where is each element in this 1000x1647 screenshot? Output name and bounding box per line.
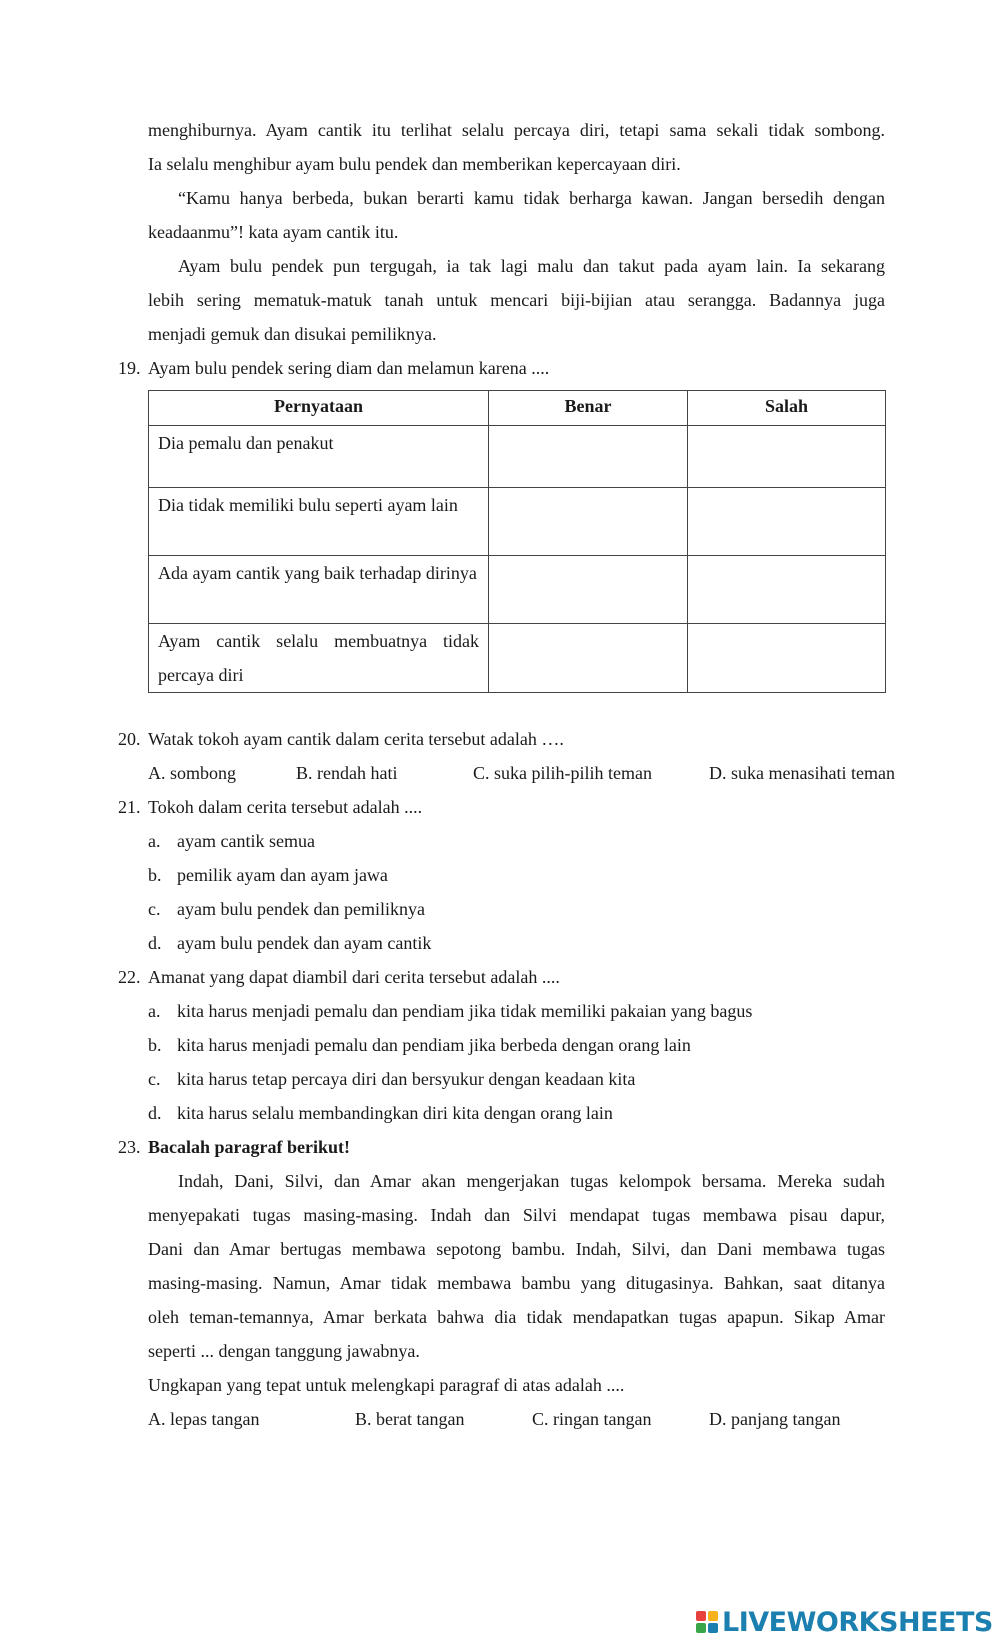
table-row bbox=[149, 624, 886, 693]
question-number: 21. bbox=[118, 797, 141, 817]
question-text: Watak tokoh ayam cantik dalam cerita tersebut adalah …. bbox=[148, 729, 564, 749]
paragraph-line: Indah, Dani, Silvi, dan Amar akan mengerjakan tugas kelompok bersama. Mereka sudah bbox=[178, 1171, 885, 1191]
benar-answer-cell[interactable] bbox=[489, 426, 688, 488]
question-title-text: Bacalah paragraf berikut! bbox=[148, 1137, 350, 1157]
liveworksheets-logo bbox=[696, 1604, 993, 1640]
logo-square-icon bbox=[708, 1611, 718, 1621]
benar-answer-cell[interactable] bbox=[489, 624, 688, 693]
option-letter: b. bbox=[148, 865, 162, 885]
question-text: Ayam bulu pendek sering diam dan melamun karena .... bbox=[148, 358, 550, 378]
salah-answer-cell[interactable] bbox=[688, 488, 886, 556]
option-letter: d. bbox=[148, 933, 162, 953]
story-line: Ia selalu menghibur ayam bulu pendek dan memberikan kepercayaan diri. bbox=[148, 154, 681, 174]
story-line: Ayam bulu pendek pun tergugah, ia tak lagi malu dan takut pada ayam lain. Ia sekarang bbox=[178, 256, 885, 276]
statement-cell: Ada ayam cantik yang baik terhadap dirinya bbox=[149, 556, 489, 624]
question-number: 22. bbox=[118, 967, 141, 987]
question-text: Amanat yang dapat diambil dari cerita tersebut adalah .... bbox=[148, 967, 560, 987]
paragraph-line: menyepakati tugas masing-masing. Indah dan Silvi mendapat tugas membawa pisau dapur, bbox=[148, 1205, 885, 1225]
salah-answer-cell[interactable] bbox=[688, 426, 886, 488]
answer-option[interactable]: A. sombong bbox=[148, 763, 237, 783]
question-text: Tokoh dalam cerita tersebut adalah .... bbox=[148, 797, 423, 817]
paragraph-line: oleh teman-temannya, Amar berkata bahwa dia tidak mendapatkan tugas apapun. Sikap Amar bbox=[148, 1307, 885, 1327]
answer-option[interactable]: ayam cantik semua bbox=[177, 831, 315, 851]
option-letter: b. bbox=[148, 1035, 162, 1055]
question-number: 19. bbox=[118, 358, 141, 378]
story-line: lebih sering mematuk-matuk tanah untuk mencari biji-bijian atau serangga. Badannya juga bbox=[148, 290, 885, 310]
paragraph-line: Dani dan Amar bertugas membawa sepotong bambu. Indah, Silvi, dan Dani membawa tugas bbox=[148, 1239, 885, 1259]
answer-option[interactable]: B. berat tangan bbox=[355, 1409, 465, 1429]
story-line: menjadi gemuk dan disukai pemiliknya. bbox=[148, 324, 437, 344]
question-number: 20. bbox=[118, 729, 141, 749]
table-row bbox=[149, 556, 886, 624]
option-letter: a. bbox=[148, 831, 161, 851]
story-line: keadaanmu”! kata ayam cantik itu. bbox=[148, 222, 399, 242]
answer-option[interactable]: ayam bulu pendek dan ayam cantik bbox=[177, 933, 432, 953]
question-number: 23. bbox=[118, 1137, 141, 1157]
benar-answer-cell[interactable] bbox=[489, 556, 688, 624]
answer-option[interactable]: ayam bulu pendek dan pemiliknya bbox=[177, 899, 425, 919]
answer-option[interactable]: B. rendah hati bbox=[296, 763, 398, 783]
answer-option[interactable]: C. suka pilih-pilih teman bbox=[473, 763, 652, 783]
logo-square-icon bbox=[696, 1623, 706, 1633]
story-line: “Kamu hanya berbeda, bukan berarti kamu tidak berharga kawan. Jangan bersedih dengan bbox=[178, 188, 885, 208]
statement-cell: Dia pemalu dan penakut bbox=[149, 426, 489, 488]
column-header: Salah bbox=[688, 391, 886, 426]
table-header-row bbox=[149, 391, 886, 426]
column-header: Pernyataan bbox=[149, 391, 489, 426]
question-prompt: Ungkapan yang tepat untuk melengkapi paragraf di atas adalah .... bbox=[148, 1375, 625, 1395]
salah-answer-cell[interactable] bbox=[688, 556, 886, 624]
logo-square-icon bbox=[696, 1611, 706, 1621]
answer-option[interactable]: A. lepas tangan bbox=[148, 1409, 260, 1429]
statement-cell: Ayam cantik selalu membuatnya tidak percaya diri bbox=[149, 624, 489, 693]
answer-option[interactable]: D. panjang tangan bbox=[709, 1409, 841, 1429]
column-header: Benar bbox=[489, 391, 688, 426]
answer-option[interactable]: C. ringan tangan bbox=[532, 1409, 652, 1429]
option-letter: c. bbox=[148, 1069, 161, 1089]
table-row bbox=[149, 426, 886, 488]
story-line: menghiburnya. Ayam cantik itu terlihat selalu percaya diri, tetapi sama sekali tidak sombong. bbox=[148, 120, 885, 140]
answer-option[interactable]: pemilik ayam dan ayam jawa bbox=[177, 865, 388, 885]
paragraph-line: masing-masing. Namun, Amar tidak membawa bambu yang ditugasinya. Bahkan, saat ditanya bbox=[148, 1273, 885, 1293]
salah-answer-cell[interactable] bbox=[688, 624, 886, 693]
option-letter: d. bbox=[148, 1103, 162, 1123]
paragraph-line: seperti ... dengan tanggung jawabnya. bbox=[148, 1341, 420, 1361]
option-letter: a. bbox=[148, 1001, 161, 1021]
liveworksheets-logo-icon bbox=[696, 1611, 718, 1633]
question-title bbox=[148, 1130, 350, 1164]
statement-cell: Dia tidak memiliki bulu seperti ayam lain bbox=[149, 488, 489, 556]
answer-option[interactable]: kita harus menjadi pemalu dan pendiam jika berbeda dengan orang lain bbox=[177, 1035, 691, 1055]
statement-table bbox=[148, 390, 886, 693]
answer-option[interactable]: kita harus menjadi pemalu dan pendiam jika tidak memiliki pakaian yang bagus bbox=[177, 1001, 753, 1021]
logo-wordmark: LIVEWORKSHEETS bbox=[722, 1606, 993, 1638]
answer-option[interactable]: kita harus selalu membandingkan diri kita dengan orang lain bbox=[177, 1103, 613, 1123]
logo-square-icon bbox=[708, 1623, 718, 1633]
option-letter: c. bbox=[148, 899, 161, 919]
table-row bbox=[149, 488, 886, 556]
answer-option[interactable]: kita harus tetap percaya diri dan bersyukur dengan keadaan kita bbox=[177, 1069, 636, 1089]
benar-answer-cell[interactable] bbox=[489, 488, 688, 556]
answer-option[interactable]: D. suka menasihati teman bbox=[709, 763, 895, 783]
